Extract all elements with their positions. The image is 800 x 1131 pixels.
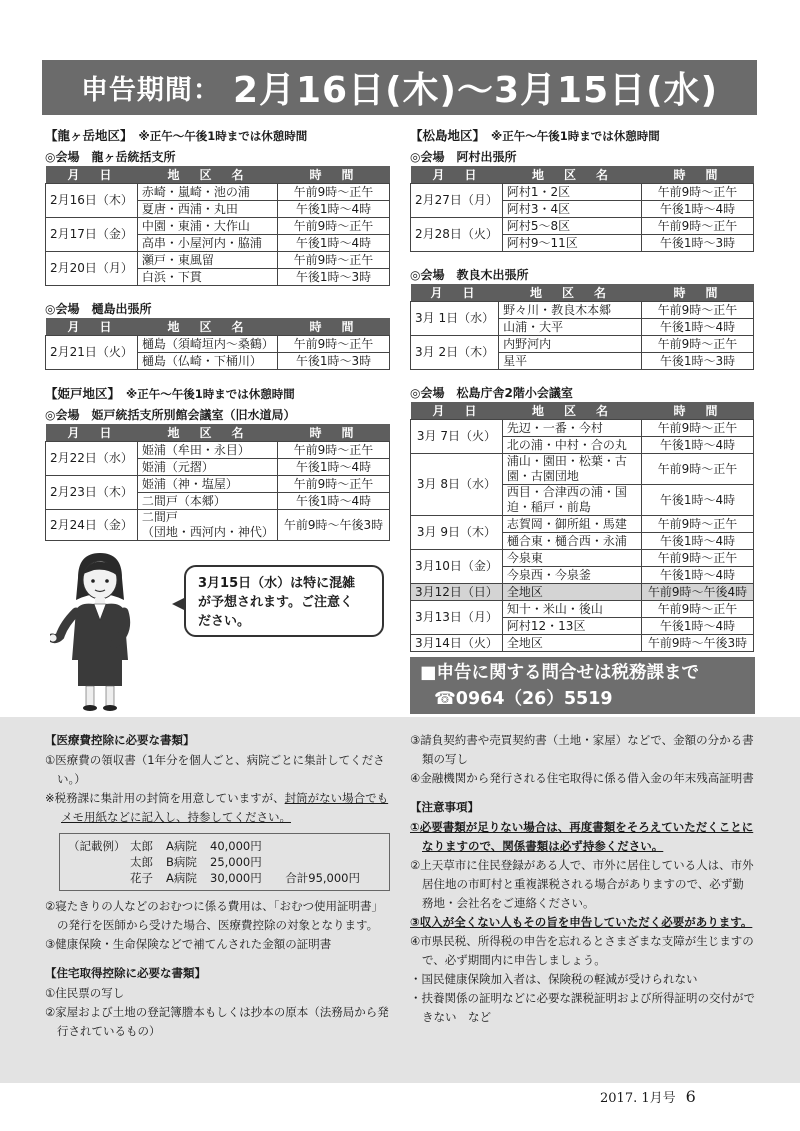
example-amount: 40,000円 (210, 839, 262, 853)
date-cell: 2月16日（木） (46, 184, 138, 218)
area-cell: 野々川・教良木本郷 (499, 302, 642, 319)
date-cell: 3月 7日（火） (411, 420, 503, 454)
area-cell: 白浜・下貫 (137, 269, 277, 286)
area-cell: 今泉東 (502, 550, 641, 567)
date-cell: 2月22日（水） (46, 442, 138, 476)
schedule-table (45, 166, 390, 286)
time-cell: 午前9時〜正午 (642, 550, 754, 567)
list-item: ③健康保険・生命保険などで補てんされた金額の証明書 (45, 937, 332, 951)
example-name: 太郎 (130, 855, 153, 869)
example-amount: 25,000円 (210, 855, 262, 869)
section-heading: 【注意事項】 (410, 800, 479, 814)
example-name: 太郎 (130, 839, 153, 853)
note-underlined: 封筒がない場合でもメモ用紙などに記入し、持参してください。 (61, 791, 389, 824)
bubble-line: が予想されます。ご注意く (198, 595, 353, 610)
example-total (280, 838, 360, 854)
time-cell: 午後1時〜4時 (642, 567, 754, 584)
date-cell: 2月24日（金） (46, 510, 138, 541)
time-cell: 午前9時〜午後3時 (642, 635, 754, 652)
example-row (68, 870, 381, 886)
time-cell: 午後1時〜4時 (642, 618, 754, 635)
area-line: 浦山・園田・松葉・古 (506, 454, 627, 468)
time-cell: 午前9時〜正午 (278, 442, 390, 459)
venue-label: ◎会場 阿村出張所 (410, 150, 517, 164)
col-time: 時 間 (278, 424, 390, 442)
area-cell (502, 454, 641, 485)
issue-label: 2017. 1月号 (600, 1091, 676, 1106)
area-cell (502, 485, 641, 516)
col-area: 地 区 名 (502, 166, 641, 184)
page-footer (600, 1087, 696, 1106)
area-line: 二間戸 (141, 510, 178, 524)
area-cell: 星平 (499, 353, 642, 370)
date-cell: 3月10日（金） (411, 550, 503, 584)
district-note: ※正午〜午後1時までは休憩時間 (138, 129, 308, 143)
col-time: 時 間 (642, 284, 754, 302)
time-cell: 午後1時〜4時 (278, 493, 390, 510)
venue-label: ◎会場 松島庁舎2階小会議室 (410, 386, 573, 400)
schedule-table (410, 402, 754, 652)
area-cell: 姫浦（神・塩屋） (137, 476, 277, 493)
area-cell: 今泉西・今泉釜 (502, 567, 641, 584)
schedule-table (410, 166, 754, 252)
col-date: 月 日 (46, 166, 138, 184)
col-date: 月 日 (411, 166, 503, 184)
section-heading: 【医療費控除に必要な書類】 (45, 733, 195, 747)
bullet-item: ・国民健康保険加入者は、保険税の軽減が受けられない (410, 972, 698, 986)
date-cell: 3月 9日（木） (411, 516, 503, 550)
col-date: 月 日 (411, 402, 503, 420)
contact-title: ■申告に関する問合せは税務課まで (420, 663, 700, 683)
area-line: 西目・合津西の浦・国 (506, 485, 627, 499)
staff-woman-illustration (50, 548, 150, 713)
date-cell: 2月23日（木） (46, 476, 138, 510)
time-cell: 午前9時〜正午 (642, 336, 754, 353)
period-banner (42, 60, 757, 115)
time-cell: 午前9時〜午後4時 (642, 584, 754, 601)
date-cell: 3月 1日（水） (411, 302, 499, 336)
time-cell: 午後1時〜3時 (278, 269, 390, 286)
col-area: 地 区 名 (499, 284, 642, 302)
area-cell: 内野河内 (499, 336, 642, 353)
col-time: 時 間 (642, 166, 754, 184)
date-cell: 2月17日（金） (46, 218, 138, 252)
example-name: 花子 (130, 871, 153, 885)
district-heading (45, 384, 390, 402)
lower-right-column (410, 731, 755, 1027)
required-documents-section (0, 717, 800, 1083)
col-time: 時 間 (278, 318, 390, 336)
notice-item: ④市県民税、所得税の申告を忘れるとさまざまな支障が生じますので、必ず期間内に申告しましょう。 (410, 934, 754, 967)
area-cell: 山浦・大平 (499, 319, 642, 336)
example-label: （記載例） (68, 839, 126, 853)
district-note: ※正午〜午後1時までは休憩時間 (491, 129, 660, 143)
time-cell: 午前9時〜正午 (642, 454, 754, 485)
time-cell: 午前9時〜正午 (642, 420, 754, 437)
time-cell: 午後1時〜4時 (278, 459, 390, 476)
col-date: 月 日 (411, 284, 499, 302)
area-cell: 阿村3・4区 (502, 201, 641, 218)
time-cell: 午後1時〜4時 (278, 235, 390, 252)
district-heading (45, 126, 390, 144)
time-cell: 午前9時〜正午 (278, 476, 390, 493)
date-cell: 2月27日（月） (411, 184, 503, 218)
area-cell: 阿村1・2区 (502, 184, 641, 201)
col-area: 地 区 名 (137, 318, 277, 336)
col-time: 時 間 (278, 166, 390, 184)
time-cell: 午前9時〜正午 (642, 184, 754, 201)
area-cell: 瀬戸・東風留 (137, 252, 277, 269)
venue-label: ◎会場 樋島出張所 (45, 302, 152, 316)
area-cell: 樋合東・樋合西・永浦 (502, 533, 641, 550)
contact-phone: ☎0964（26）5519 (434, 689, 613, 709)
area-cell: 阿村9〜11区 (502, 235, 641, 252)
time-cell: 午前9時〜正午 (642, 302, 754, 319)
district-title: 【松島地区】 (410, 128, 486, 143)
speech-bubble (184, 565, 384, 637)
venue-label: ◎会場 教良木出張所 (410, 268, 529, 282)
area-cell: 中園・東浦・大作山 (137, 218, 277, 235)
schedule-table (45, 318, 390, 370)
area-cell: 姫浦（元摺） (137, 459, 277, 476)
page-number: 6 (685, 1087, 696, 1106)
time-cell: 午後1時〜4時 (642, 319, 754, 336)
schedule-table (45, 424, 390, 541)
time-cell: 午後1時〜4時 (642, 437, 754, 454)
district-title: 【龍ヶ岳地区】 (45, 128, 133, 143)
example-box (59, 833, 390, 891)
bullet-item: ・扶養関係の証明などに必要な課税証明および所得証明の交付ができない など (410, 991, 755, 1024)
left-column (45, 124, 390, 555)
area-line: （団地・西河内・神代） (141, 525, 274, 539)
notice-item: ③収入が全くない人もその旨を申告していただく必要があります。 (410, 915, 753, 929)
example-hospital: A病院 (166, 871, 197, 885)
example-amount: 30,000円 (210, 871, 262, 885)
example-row (68, 854, 381, 870)
date-cell: 2月28日（火） (411, 218, 503, 252)
list-item (45, 789, 390, 827)
venue-label: ◎会場 龍ヶ岳統括支所 (45, 150, 176, 164)
area-cell: 阿村12・13区 (502, 618, 641, 635)
area-cell (137, 510, 277, 541)
example-hospital: A病院 (166, 839, 197, 853)
area-cell: 先辺・一番・今村 (502, 420, 641, 437)
district-heading (410, 126, 754, 144)
area-cell: 高串・小屋河内・脇浦 (137, 235, 277, 252)
area-cell: 樋島（須崎垣内〜桑鶴） (137, 336, 277, 353)
time-cell: 午前9時〜正午 (278, 252, 390, 269)
area-cell: 夏唐・西浦・丸田 (137, 201, 277, 218)
col-time: 時 間 (642, 402, 754, 420)
example-total (280, 854, 360, 870)
schedule-table (410, 284, 754, 370)
time-cell: 午前9時〜正午 (642, 601, 754, 618)
time-cell: 午後1時〜3時 (278, 353, 390, 370)
time-cell: 午後1時〜4時 (642, 533, 754, 550)
time-cell: 午前9時〜午後3時 (278, 510, 390, 541)
notice-item: ②上天草市に住民登録がある人で、市外に居住している人は、市外居住地の市町村と重複課税される場合がありますので、必ず勤務地・会社名をご連絡ください。 (410, 858, 754, 910)
date-cell: 3月 8日（水） (411, 454, 503, 516)
area-line: 迫・稲戸・前島 (506, 500, 591, 514)
date-cell: 3月 2日（木） (411, 336, 499, 370)
area-cell: 全地区 (502, 584, 641, 601)
district-title: 【姫戸地区】 (45, 386, 121, 401)
example-total: 合計95,000円 (285, 871, 360, 885)
time-cell: 午前9時〜正午 (278, 184, 390, 201)
time-cell: 午前9時〜正午 (642, 218, 754, 235)
col-area: 地 区 名 (137, 424, 277, 442)
right-column (410, 124, 754, 666)
time-cell: 午後1時〜4時 (642, 201, 754, 218)
area-cell: 阿村5〜8区 (502, 218, 641, 235)
time-cell: 午後1時〜3時 (642, 353, 754, 370)
section-heading: 【住宅取得控除に必要な書類】 (45, 966, 206, 980)
list-item: ①医療費の領収書（1年分を個人ごと、病院ごとに集計してください。） (45, 753, 385, 786)
time-cell: 午前9時〜正午 (278, 336, 390, 353)
example-row (68, 838, 381, 854)
lower-left-column (45, 731, 390, 1041)
district-note: ※正午〜午後1時までは休憩時間 (126, 387, 295, 401)
venue-label: ◎会場 姫戸統括支所別館会議室（旧水道局） (45, 408, 296, 422)
contact-box (410, 657, 755, 714)
time-cell: 午前9時〜正午 (278, 218, 390, 235)
date-cell: 2月21日（火） (46, 336, 138, 370)
date-cell: 3月12日（日） (411, 584, 503, 601)
list-item: ④金融機関から発行される住宅取得に係る借入金の年末残高証明書 (410, 771, 754, 785)
list-item: ②家屋および土地の登記簿謄本もしくは抄本の原本（法務局から発行されているもの） (45, 1005, 389, 1038)
list-item: ①住民票の写し (45, 986, 125, 1000)
area-line: 園・古園団地 (506, 469, 579, 483)
list-item: ②寝たきりの人などのおむつに係る費用は、「おむつ使用証明書」の発行を医師から受けた場合、医療費控除の対象となります。 (45, 899, 384, 932)
period-label: 申告期間： (80, 75, 221, 106)
area-cell: 樋島（仏崎・下桶川） (137, 353, 277, 370)
example-hospital: B病院 (166, 855, 197, 869)
notice-item: ①必要書類が足りない場合は、再度書類をそろえていただくことになりますので、関係書類は必ず持参ください。 (410, 820, 754, 853)
time-cell: 午後1時〜4時 (278, 201, 390, 218)
date-cell: 2月20日（月） (46, 252, 138, 286)
bubble-line: ださい。 (198, 614, 251, 629)
period-dates: 2月16日(木)〜3月15日(水) (232, 70, 719, 111)
area-cell: 姫浦（牟田・永目） (137, 442, 277, 459)
date-cell: 3月13日（月） (411, 601, 503, 635)
col-date: 月 日 (46, 318, 138, 336)
col-area: 地 区 名 (137, 166, 277, 184)
time-cell: 午前9時〜正午 (642, 516, 754, 533)
list-item: ③請負契約書や売買契約書（土地・家屋）などで、金額の分かる書類の写し (410, 733, 754, 766)
col-date: 月 日 (46, 424, 138, 442)
note-text: ※税務課に集計用の封筒を用意していますが、 (45, 791, 285, 805)
time-cell: 午後1時〜3時 (642, 235, 754, 252)
area-cell: 志賀岡・御所組・馬建 (502, 516, 641, 533)
bubble-line: 3月15日（水）は特に混雑 (198, 576, 356, 591)
area-cell: 二間戸（本郷） (137, 493, 277, 510)
time-cell: 午後1時〜4時 (642, 485, 754, 516)
col-area: 地 区 名 (502, 402, 641, 420)
area-cell: 知十・米山・後山 (502, 601, 641, 618)
area-cell: 赤崎・嵐崎・池の浦 (137, 184, 277, 201)
date-cell: 3月14日（火） (411, 635, 503, 652)
area-cell: 北の浦・中村・合の丸 (502, 437, 641, 454)
area-cell: 全地区 (502, 635, 641, 652)
